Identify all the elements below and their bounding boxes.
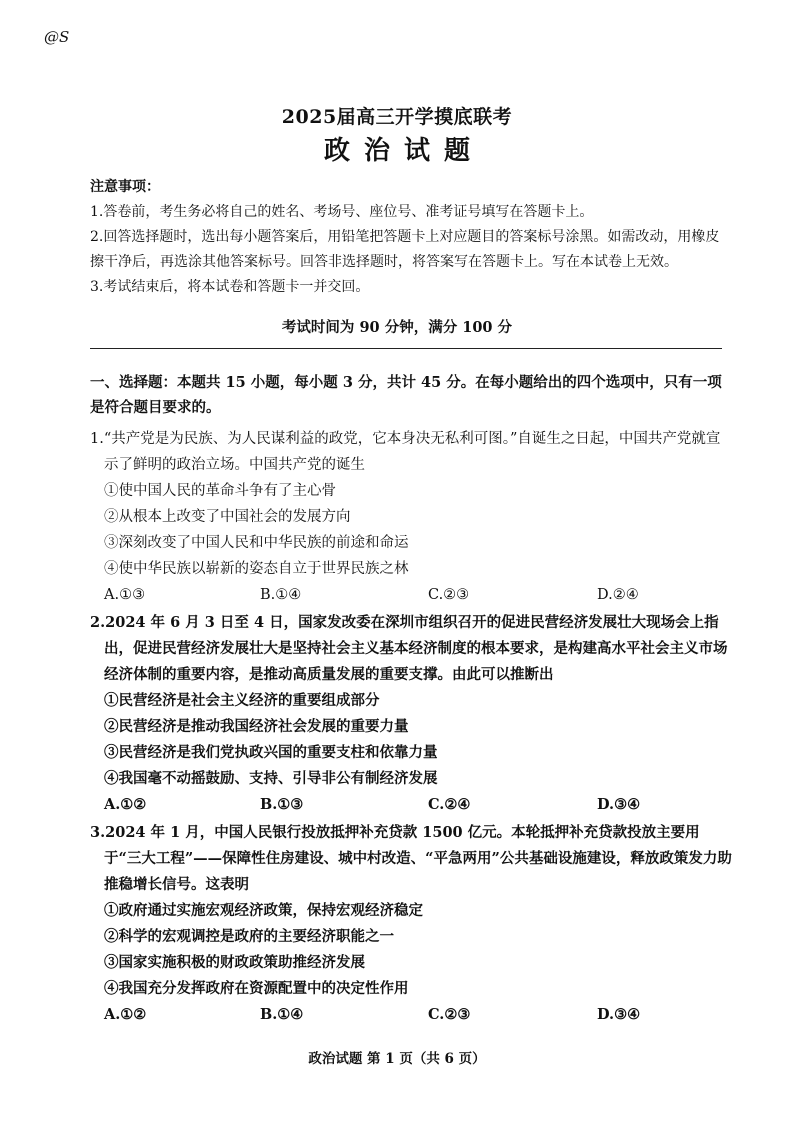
statement: ④我国充分发挥政府在资源配置中的决定性作用 bbox=[104, 980, 409, 997]
page-footer: 政治试题 第 1 页（共 6 页） bbox=[308, 1051, 486, 1067]
statement: ①政府通过实施宏观经济政策，保持宏观经济稳定 bbox=[104, 902, 423, 919]
choice-d: D.②④ bbox=[597, 587, 639, 603]
answer-choices bbox=[90, 792, 732, 818]
question-3 bbox=[90, 820, 732, 1028]
choice-c: C.②③ bbox=[428, 1006, 471, 1023]
statement: ②民营经济是推动我国经济社会发展的重要力量 bbox=[104, 718, 409, 735]
statement: ③民营经济是我们党执政兴国的重要支柱和依靠力量 bbox=[104, 744, 438, 761]
section-heading: 一、选择题：本题共 15 小题，每小题 3 分，共计 45 分。在每小题给出的四个选项中，只有一项是符合题目要求的。 bbox=[90, 374, 722, 416]
answer-choices bbox=[90, 582, 732, 608]
choice-a: A.①③ bbox=[104, 587, 146, 603]
choice-c: C.②③ bbox=[428, 587, 470, 603]
corner-mark: @S bbox=[44, 28, 70, 46]
choice-b: B.①④ bbox=[260, 1006, 304, 1023]
answer-choices bbox=[90, 1002, 732, 1028]
exam-name: 2025届高三开学摸底联考 bbox=[281, 106, 513, 128]
question-stem: 2.2024 年 6 月 3 日至 4 日，国家发改委在深圳市组织召开的促进民营经济发展壮大现场会上指出，促进民营经济发展壮大是坚持社会主义基本经济制度的根本要求，是构建高水平社会主义市场经济体制的重要内容，是推动高质量发展的重要支撑。由此可以推断出 bbox=[90, 614, 728, 683]
notice-block bbox=[90, 175, 730, 300]
statement: ①使中国人民的革命斗争有了主心骨 bbox=[104, 483, 336, 499]
statement: ④我国毫不动摇鼓励、支持、引导非公有制经济发展 bbox=[104, 770, 438, 787]
notice-item: 2.回答选择题时，选出每小题答案后，用铅笔把答题卡上对应题目的答案标号涂黑。如需改动，用橡皮擦干净后，再选涂其他答案标号。回答非选择题时，将答案写在答题卡上。写在本试卷上无效。 bbox=[90, 229, 720, 270]
question-stem: 3.2024 年 1 月，中国人民银行投放抵押补充贷款 1500 亿元。本轮抵押补充贷款投放主要用于“三大工程”——保障性住房建设、城中村改造、“平急两用”公共基础设施建设，释放政策发力助推稳增长信号。这表明 bbox=[90, 824, 732, 893]
choice-a: A.①② bbox=[104, 1006, 147, 1023]
notice-item: 1.答卷前，考生务必将自己的姓名、考场号、座位号、准考证号填写在答题卡上。 bbox=[90, 204, 594, 220]
notice-item: 3.考试结束后，将本试卷和答题卡一并交回。 bbox=[90, 279, 370, 295]
question-2 bbox=[90, 610, 732, 818]
choice-a: A.①② bbox=[104, 796, 147, 813]
statement: ②科学的宏观调控是政府的主要经济职能之一 bbox=[104, 928, 394, 945]
choice-c: C.②④ bbox=[428, 796, 471, 813]
question-stem: 1.“共产党是为民族、为人民谋利益的政党，它本身决无私利可图。”自诞生之日起，中国共产党就宣示了鲜明的政治立场。中国共产党的诞生 bbox=[90, 431, 721, 473]
statement: ③国家实施积极的财政政策助推经济发展 bbox=[104, 954, 365, 971]
statement: ④使中华民族以崭新的姿态自立于世界民族之林 bbox=[104, 561, 409, 577]
divider bbox=[90, 348, 722, 349]
question-1 bbox=[90, 426, 732, 608]
statement: ②从根本上改变了中国社会的发展方向 bbox=[104, 509, 351, 525]
notice-heading: 注意事项： bbox=[90, 179, 160, 195]
exam-time: 考试时间为 90 分钟，满分 100 分 bbox=[281, 319, 513, 336]
statement: ③深刻改变了中国人民和中华民族的前途和命运 bbox=[104, 535, 409, 551]
statement: ①民营经济是社会主义经济的重要组成部分 bbox=[104, 692, 380, 709]
choice-b: B.①④ bbox=[260, 587, 302, 603]
subject-title: 政治试题 bbox=[323, 136, 484, 166]
choice-d: D.③④ bbox=[597, 796, 641, 813]
choice-d: D.③④ bbox=[597, 1006, 641, 1023]
choice-b: B.①③ bbox=[260, 796, 304, 813]
